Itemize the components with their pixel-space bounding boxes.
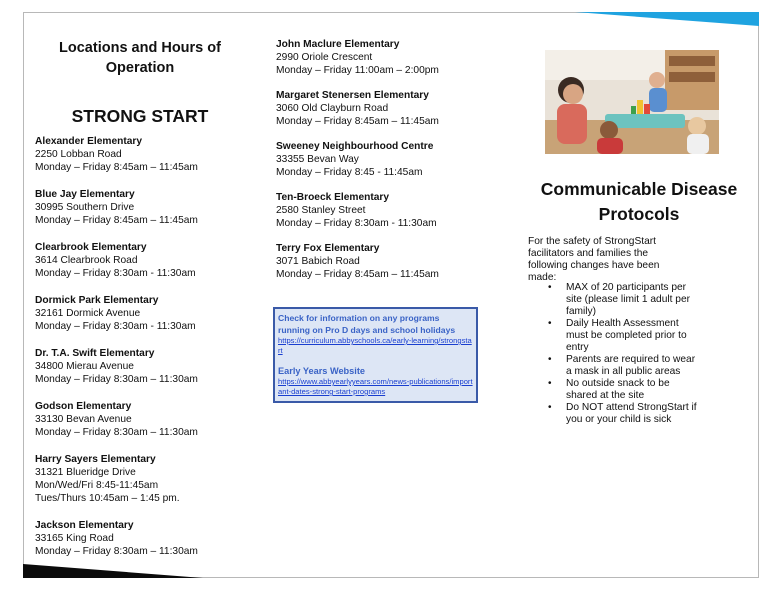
school-hours: Monday – Friday 8:45am – 11:45am [276,269,439,280]
school-name: Blue Jay Elementary [35,189,135,200]
school-hours: Monday – Friday 8:30am - 11:30am [35,321,196,332]
school-entry [276,242,506,281]
school-entry [35,135,245,174]
locations-column [35,38,245,558]
school-entry [276,140,506,179]
school-list-continued [276,38,506,281]
protocol-item: • Parents are required to wear a mask in all public areas [548,354,698,378]
school-hours: Monday – Friday 8:30am – 11:30am [35,546,198,557]
school-entry [35,188,245,227]
school-name: John Maclure Elementary [276,39,400,50]
school-name: Clearbrook Elementary [35,242,147,253]
school-address: 3060 Old Clayburn Road [276,103,389,114]
protocols-intro: For the safety of StrongStart facilitators and families the following changes have been made: [528,236,660,283]
title-line-1: Communicable Disease [540,179,738,199]
school-address: 32161 Dormick Avenue [35,308,141,319]
school-entry [35,241,245,280]
school-hours: Mon/Wed/Fri 8:45-11:45am [35,480,159,491]
title-line-2: Protocols [598,204,680,224]
school-name: Godson Elementary [35,401,132,412]
school-list [35,135,245,558]
school-address: 2250 Lobban Road [35,149,122,160]
bottom-left-accent-stripe [23,564,203,578]
school-hours: Monday – Friday 8:30am - 11:30am [276,218,437,229]
protocol-item: • Do NOT attend StrongStart if you or your child is sick [548,402,698,426]
pro-d-info-title: Check for information on any programs running on Pro D days and school holidays [278,313,456,335]
school-entry [35,294,245,333]
school-entry [35,400,245,439]
school-entry [35,347,245,386]
strong-start-heading: STRONG START [71,106,209,126]
school-hours: Monday – Friday 8:45am – 11:45am [35,215,198,226]
early-years-link[interactable]: https://www.abbyearlyyears.com/news-publications/important-dates-strong-start-programs [278,377,473,396]
protocol-item: • Daily Health Assessment must be completed prior to entry [548,318,698,354]
pro-d-info-box [273,307,478,403]
school-name: Sweeney Neighbourhood Centre [276,141,434,152]
school-hours: Monday – Friday 11:00am – 2:00pm [276,65,439,76]
school-hours: Monday – Friday 8:45am – 11:45am [276,116,439,127]
locations-column-continued [276,38,506,281]
curriculum-link[interactable]: https://curriculum.abbyschools.ca/early-learning/strongstart [278,336,472,355]
school-entry [276,38,506,77]
school-hours: Monday – Friday 8:30am - 11:30am [35,268,196,279]
school-entry [276,191,506,230]
top-right-accent-stripe [575,12,759,26]
school-entry [35,453,245,505]
protocol-item: • No outside snack to be shared at the site [548,378,698,402]
school-name: Harry Sayers Elementary [35,454,156,465]
early-years-heading: Early Years Website [278,366,365,376]
school-entry [35,519,245,558]
school-address: 33130 Bevan Avenue [35,414,132,425]
school-name: Alexander Elementary [35,136,143,147]
locations-heading: Locations and Hours of Operation [59,40,221,76]
school-name: Terry Fox Elementary [276,243,380,254]
school-address: 33165 King Road [35,533,114,544]
classroom-photo [545,50,719,154]
school-address: 31321 Blueridge Drive [35,467,136,478]
school-entry [276,89,506,128]
school-address: 2580 Stanley Street [276,205,366,216]
school-address: 34800 Mierau Avenue [35,361,134,372]
school-hours: Monday – Friday 8:30am – 11:30am [35,374,198,385]
school-address: 3071 Babich Road [276,256,360,267]
school-hours: Monday – Friday 8:30am – 11:30am [35,427,198,438]
school-name: Jackson Elementary [35,520,134,531]
school-name: Dr. T.A. Swift Elementary [35,348,155,359]
school-address: 33355 Bevan Way [276,154,359,165]
school-hours: Tues/Thurs 10:45am – 1:45 pm. [35,493,180,504]
school-address: 2990 Oriole Crescent [276,52,373,63]
protocol-item: • MAX of 20 participants per site (please limit 1 adult per family) [548,282,698,318]
communicable-disease-title [528,177,750,227]
school-name: Margaret Stenersen Elementary [276,90,429,101]
school-hours: Monday – Friday 8:45am – 11:45am [35,162,198,173]
school-address: 30995 Southern Drive [35,202,135,213]
school-address: 3614 Clearbrook Road [35,255,138,266]
school-name: Dormick Park Elementary [35,295,159,306]
school-hours: Monday – Friday 8:45 - 11:45am [276,167,423,178]
protocols-list [548,282,698,426]
school-name: Ten-Broeck Elementary [276,192,390,203]
